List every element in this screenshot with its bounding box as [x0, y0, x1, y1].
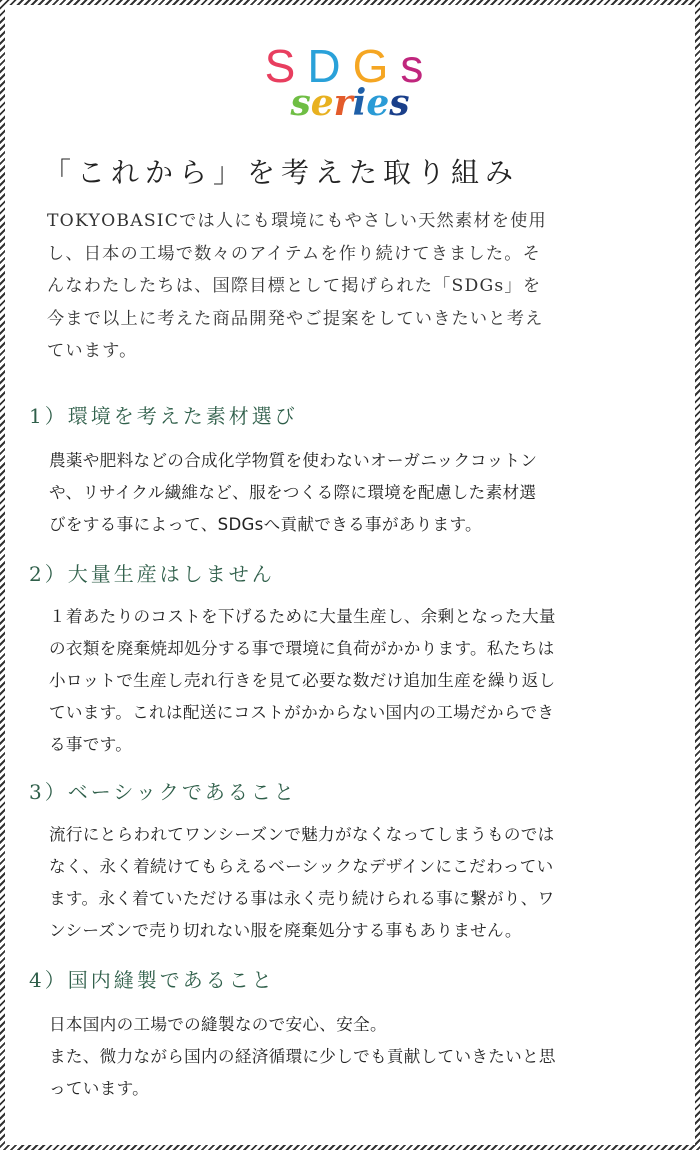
page-title: 「これから」を考えた取り組み	[43, 156, 520, 189]
section-heading-materials: 1）環境を考えた素材選び	[29, 404, 298, 428]
logo-letter: D	[307, 40, 353, 92]
section-line: ンシーズンで売り切れない服を廃棄処分する事もありません。	[49, 921, 522, 940]
intro-line: 今まで以上に考えた商品開発やご提案をしていきたいと考え	[47, 308, 544, 329]
section-heading-domestic-sewing: 4）国内縫製であること	[29, 968, 275, 992]
section-body-domestic-sewing	[49, 1009, 669, 1105]
logo-series-text	[5, 83, 695, 123]
section-line: １着あたりのコストを下げるために大量生産し、余剰となった大量	[49, 607, 556, 626]
section-line: る事です。	[49, 735, 133, 754]
section-line: なく、永く着続けてもらえるベーシックなデザインにこだわってい	[49, 857, 554, 876]
logo-letter: s	[400, 40, 436, 92]
section-line: 流行にとらわれてワンシーズンで魅力がなくなってしまうものでは	[49, 825, 555, 844]
logo-letter: G	[352, 40, 401, 92]
logo-letter: e	[366, 82, 390, 124]
section-body-no-mass-production	[49, 601, 669, 761]
intro-line: し、日本の工場で数々のアイテムを作り続けてきました。そ	[47, 243, 542, 264]
section-line: 日本国内の工場での縫製なので安心、安全。	[49, 1015, 387, 1034]
logo-letter: r	[333, 82, 353, 124]
content-panel	[5, 5, 695, 1145]
section-line: 農薬や肥料などの合成化学物質を使わないオーガニックコットン	[49, 451, 538, 470]
section-heading-no-mass-production: 2）大量生産はしません	[29, 562, 275, 586]
section-line: ます。永く着ていただける事は永く売り続けられる事に繋がり、ワ	[49, 889, 555, 908]
logo-letter: s	[389, 82, 410, 124]
intro-line: んなわたしたちは、国際目標として掲げられた「SDGs」を	[47, 276, 542, 296]
section-body-basic	[49, 819, 669, 947]
section-line: ています。これは配送にコストがかからない国内の工場だからでき	[49, 703, 555, 722]
section-line: っています。	[49, 1079, 150, 1098]
logo-letter: e	[310, 82, 334, 124]
section-heading-basic: 3）ベーシックであること	[29, 780, 297, 804]
intro-paragraph	[47, 205, 667, 368]
section-line: また、微力ながら国内の経済循環に少しでも貢献していきたいと思	[49, 1047, 556, 1066]
section-line: の衣類を廃棄焼却処分する事で環境に負荷がかかります。私たちは	[49, 639, 555, 658]
logo-letter: s	[290, 82, 311, 124]
intro-line: ています。	[47, 341, 138, 361]
section-line: 小ロットで生産し売れ行きを見て必要な数だけ追加生産を繰り返し	[49, 671, 556, 690]
section-line: や、リサイクル繊維など、服をつくる際に環境を配慮した素材選	[49, 483, 537, 502]
sdgs-series-logo	[5, 41, 695, 131]
logo-letter: S	[264, 40, 308, 92]
section-line: びをする事によって、SDGsへ貢献できる事があります。	[49, 515, 482, 534]
logo-letter: i	[352, 82, 367, 124]
section-body-materials	[49, 445, 669, 541]
intro-line: TOKYOBASICでは人にも環境にもやさしい天然素材を使用	[47, 211, 547, 231]
